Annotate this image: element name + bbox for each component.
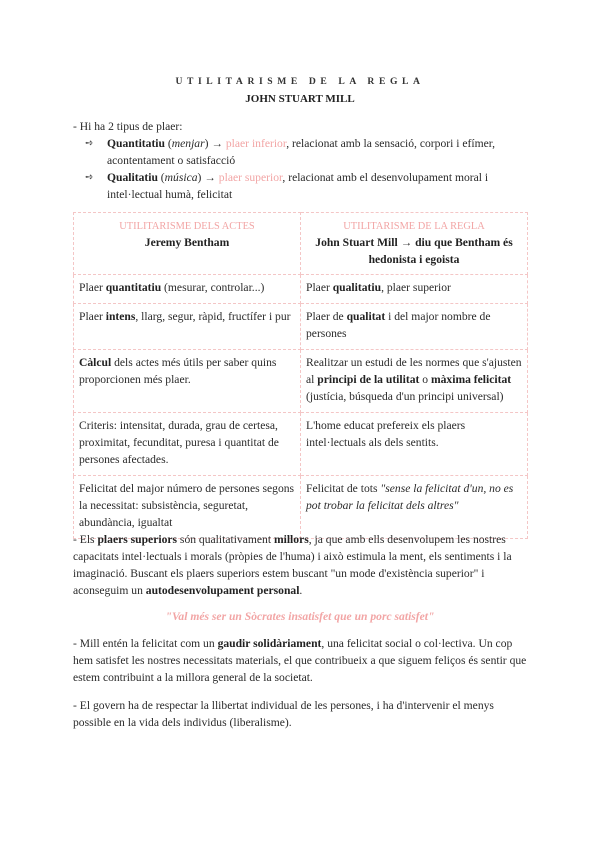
para-text: - Mill entén la felicitat com un	[73, 637, 218, 650]
table-cell-left	[74, 275, 301, 304]
document-author: JOHN STUART MILL	[245, 93, 355, 105]
cell-text: Plaer de	[306, 310, 347, 323]
table-cell-right	[301, 350, 528, 413]
bullet-example: menjar	[171, 137, 205, 150]
paragraph-social-happiness	[73, 635, 533, 686]
cell-text: Felicitat de tots	[306, 482, 381, 495]
para-text: .	[299, 584, 303, 597]
arrow-bullet-icon: ➺	[85, 172, 94, 183]
table-cell-left	[74, 350, 301, 413]
table-row	[74, 304, 528, 350]
socrates-quote: "Val més ser un Sòcrates insatisfet que un porc satisfet"	[165, 610, 435, 623]
bullet-open: (	[157, 171, 165, 184]
cell-text: (mesurar, controlar...)	[161, 281, 265, 294]
cell-bold: qualitat	[346, 310, 386, 323]
cell-italic-quote: "sense la felicitat d'un, no es pot trobar la felicitat dels altres"	[306, 482, 514, 512]
cell-bold: principi de la utilitat	[317, 373, 420, 386]
para-bold: millors	[273, 533, 309, 546]
paragraph-liberalism: - El govern ha de respectar la llibertat individual de les persones, i ha d'intervenir el menys possible en la vida dels individus (liberalisme).	[73, 699, 494, 729]
para-bold: autodesenvolupament personal	[145, 584, 300, 597]
cell-text: Realitzar un estudi de les normes que s'ajusten al	[306, 356, 522, 386]
cell-text: L'home educat prefereix els plaers intel·lectuals als dels sentits.	[306, 419, 466, 449]
bullet-close: ) →	[204, 137, 226, 150]
bullet-kind: plaer superior	[218, 171, 283, 184]
para-text: , una felicitat social o col·lectiva. Un cop hem satisfet les nostres necessitats materials, el que contribueix a que siguem feliços és sentir que estem contribuint a la millora general de la societat.	[73, 637, 527, 684]
cell-bold: intens	[105, 310, 136, 323]
cell-text: Plaer	[79, 310, 106, 323]
bullet-desc: , relacionat amb el desenvolupament moral i intel·lectual humà, felicitat	[107, 171, 489, 201]
header-sub: John Stuart Mill → diu que Bentham és hedonista i egoista	[315, 236, 513, 266]
para-text: - Els	[73, 533, 98, 546]
para-bold: gaudir solidàriament	[217, 637, 322, 650]
header-sub: Jeremy Bentham	[144, 236, 230, 249]
header-cell-acts	[74, 213, 301, 275]
table-cell-right	[301, 304, 528, 350]
arrow-bullet-icon: ➺	[85, 138, 94, 149]
table-cell-left	[74, 413, 301, 476]
document-title: UTILITARISME DE LA REGLA	[175, 76, 425, 87]
table-cell-right	[301, 476, 528, 539]
cell-text: Criteris: intensitat, durada, grau de certesa, proximitat, fecunditat, puresa i quantitat de persones afectades.	[79, 419, 279, 466]
header-title: UTILITARISME DELS ACTES	[119, 221, 255, 232]
bullet-close: ) →	[197, 171, 219, 184]
paragraph-superior-pleasures	[73, 531, 533, 599]
bullet-text	[107, 135, 521, 169]
cell-text: i del major nombre de persones	[306, 310, 491, 340]
cell-text: Felicitat del major número de persones segons la necessitat: subsistència, seguretat, abundància, igualtat	[79, 482, 295, 529]
bullet-open: (	[164, 137, 172, 150]
cell-text: , llarg, segur, ràpid, fructífer i pur	[135, 310, 291, 323]
para-bold: plaers superiors	[97, 533, 178, 546]
cell-text: dels actes més útils per saber quins proporcionen més plaer.	[79, 356, 277, 386]
table-header-row	[74, 213, 528, 275]
cell-text: , plaer superior	[381, 281, 451, 294]
bullet-text	[107, 169, 521, 203]
bullet-term: Qualitatiu	[107, 171, 158, 184]
cell-bold: quantitatiu	[105, 281, 162, 294]
intro-lead: - Hi ha 2 tipus de plaer:	[73, 120, 183, 133]
header-title: UTILITARISME DE LA REGLA	[343, 221, 485, 232]
cell-bold: Càlcul	[79, 356, 112, 369]
bullet-desc: , relacionat amb la sensació, corpori i efímer, acontentament o satisfacció	[107, 137, 496, 167]
cell-text: o	[419, 373, 431, 386]
cell-text: Plaer	[306, 281, 333, 294]
table-row	[74, 275, 528, 304]
cell-text: Plaer	[79, 281, 106, 294]
intro-section	[73, 118, 533, 203]
bullet-example: música	[164, 171, 198, 184]
table-cell-left	[74, 476, 301, 539]
cell-text: (justícia, búsqueda d'un principi universal)	[306, 390, 504, 403]
table-cell-left	[74, 304, 301, 350]
header-cell-rule	[301, 213, 528, 275]
bullet-kind: plaer inferior	[225, 137, 287, 150]
cell-bold: qualitatiu	[332, 281, 382, 294]
table-cell-right	[301, 275, 528, 304]
para-text: són qualitativament	[177, 533, 274, 546]
bullet-qualitative	[85, 169, 533, 203]
cell-bold: màxima felicitat	[430, 373, 512, 386]
table-row	[74, 413, 528, 476]
table-row	[74, 350, 528, 413]
para-text: , ja que amb ells desenvolupem les nostres capacitats intel·lectuals i morals (pròpies de l'huma) i això estimula la ment, els sentiments i la imaginació. Buscant els plaers superiors estem buscant "un mode d'existència superior" i aconseguim un	[73, 533, 512, 597]
table-cell-right	[301, 413, 528, 476]
comparison-table	[73, 212, 528, 539]
bullet-quantitative	[85, 135, 533, 169]
table-row	[74, 476, 528, 539]
bullet-term: Quantitatiu	[107, 137, 165, 150]
